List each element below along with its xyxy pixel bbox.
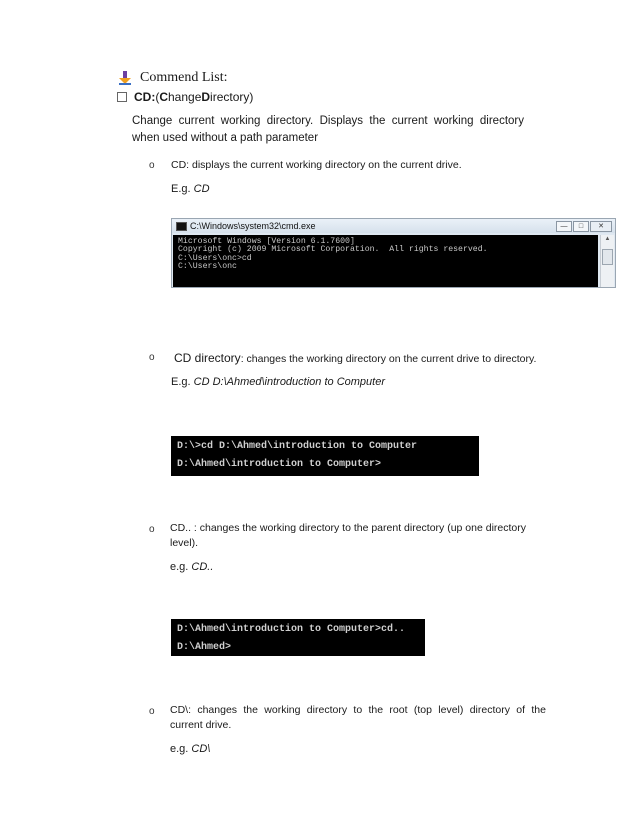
item-cd-directory-description [174,349,594,367]
description-line: CD\: changes the working directory to the root (top level) directory of the [170,704,546,716]
item-cd-description: CD: displays the current working directory on the current drive. [171,159,462,171]
cd-title-bold-c: C [159,90,168,104]
cd-title-part: irectory) [210,90,254,104]
scroll-thumb[interactable] [602,249,613,265]
list-bullet: o [149,160,155,171]
example-prefix: e.g. [170,561,192,573]
item-cd-directory-example [171,376,385,388]
cd-directory-rest: : changes the working directory on the current drive to directory. [240,353,537,365]
list-bullet: o [149,352,155,363]
console-line: D:\>cd D:\Ahmed\introduction to Computer [177,441,418,452]
arrow-down-bullet-icon [118,71,132,85]
example-prefix: e.g. [170,743,192,755]
description-line: level). [170,537,199,549]
list-bullet: o [149,706,155,717]
console-line: D:\Ahmed> [177,642,232,653]
example-value: CD [193,183,210,195]
cd-command-title [117,90,253,104]
maximize-button[interactable]: □ [573,221,589,232]
minimize-button[interactable]: — [556,221,572,232]
item-cd-root-example [170,743,210,755]
console-line: C:\Users\onc [178,262,237,272]
cd-directory-command: CD directory [174,351,241,365]
scroll-up-arrow-icon[interactable]: ▲ [604,236,611,242]
checkbox-bullet-icon [117,92,127,102]
item-cd-root-description [170,703,546,733]
heading-text: Commend List: [140,70,228,85]
list-bullet: o [149,524,155,535]
example-value: CD.. [191,561,214,573]
intro-paragraph: Change current working directory. Displays the current working directory when used without a path parameter [132,115,524,144]
cd-title-part: ( [155,90,160,104]
description-line: current drive. [170,719,232,731]
section-heading [118,70,228,86]
console-line: D:\Ahmed\introduction to Computer> [177,459,382,470]
item-cd-parent-example [170,561,213,573]
console-screenshot-cd-parent [171,619,425,656]
item-cd-example [171,183,210,195]
cd-title-bold-d: D [201,90,211,104]
cmd-window [171,218,616,288]
cmd-console-output[interactable] [173,235,598,287]
cmd-title-bar [172,219,615,233]
example-value: CD\ [191,743,211,755]
description-line: CD.. : changes the working directory to the parent directory (up one directory [170,522,527,534]
console-line: D:\Ahmed\introduction to Computer>cd.. [177,624,406,635]
cd-title-part: hange [168,90,202,104]
example-prefix: E.g. [171,376,194,388]
window-controls [556,221,612,232]
console-line: Microsoft Windows [Version 6.1.7600] [178,237,355,246]
cmd-scrollbar[interactable] [600,235,614,287]
console-screenshot-cd-directory [171,436,479,476]
cmd-app-icon [176,222,187,231]
example-value: CD D:\Ahmed\introduction to Computer [193,376,385,388]
item-cd-parent-description [170,521,570,551]
cmd-window-title: C:\Windows\system32\cmd.exe [190,221,316,231]
console-line: Copyright (c) 2009 Microsoft Corporation. All rights reserved. [178,245,488,255]
cd-label: CD: [134,90,156,104]
close-button[interactable]: ✕ [590,221,612,232]
console-line: C:\Users\onc>cd [178,253,252,263]
example-prefix: E.g. [171,183,194,195]
